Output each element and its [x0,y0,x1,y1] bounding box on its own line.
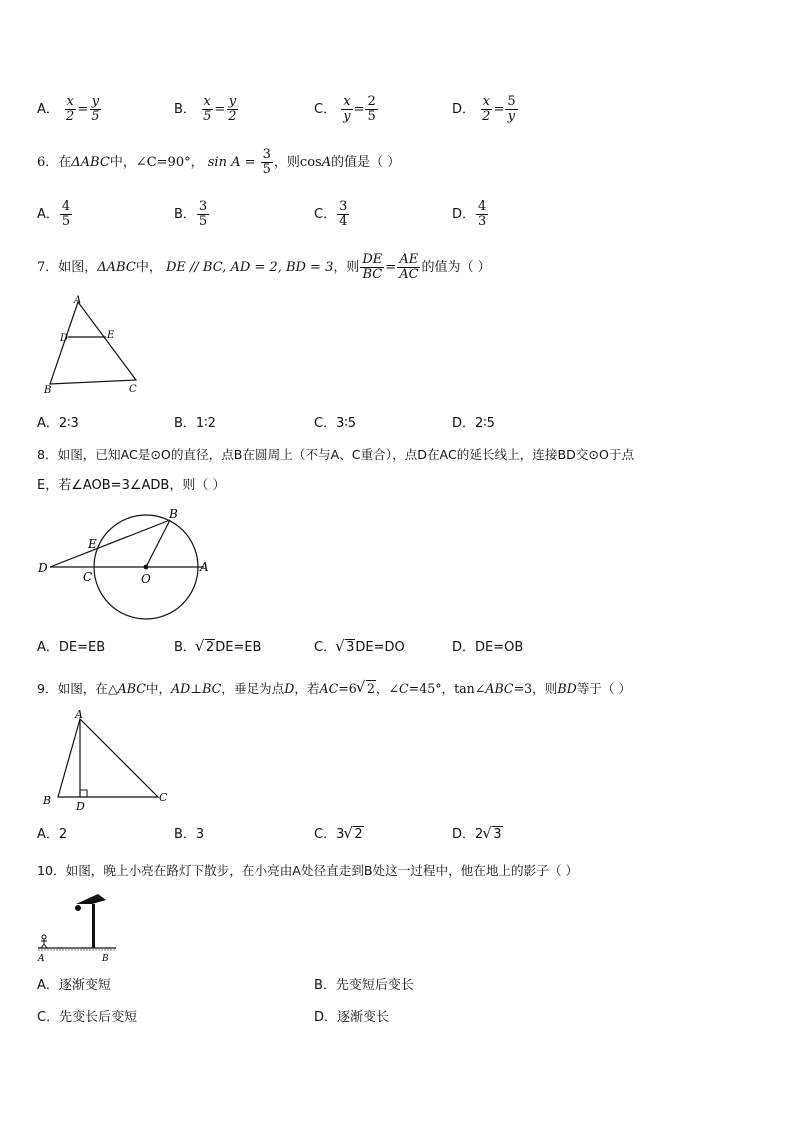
q6-stem: 6．在ΔABC中，∠C=90°， sin A = $\frac{3}{5}$ ，则cosA的值是（ ） [37,147,401,177]
sqrt: √ 3 [483,825,502,845]
q8-option-c: C．√ 3DE=DO [314,638,405,658]
fraction: $\frac{x}{2}$ [482,94,491,124]
vertex-label-b: B [43,794,52,807]
vertex-label-b: B [44,385,52,396]
fraction: $\frac{x}{2}$ [66,94,75,124]
q10-option-c: C．先变长后变短 [37,1010,138,1025]
q6-option-c: C． $\frac{3}{4}$ [314,199,348,229]
right-angle-mark [80,790,87,797]
q9-option-c: C．3√ 2 [314,825,364,845]
triangle-abc [58,719,158,797]
fraction: $\frac{x}{5}$ [203,94,212,124]
q7-option-b: B．1∶2 [174,416,216,431]
point-label-e: E [107,330,115,341]
option-label: C． [314,102,337,117]
vertex-label-a: A [75,709,83,721]
lamp-post [92,904,95,948]
q8-stem-line1: 8．如图，已知AC是⊙O的直径，点B在圆周上（不与A、C重合），点D在AC的延长线上，连接BD交⊙O于点 [37,447,635,462]
q9-option-b: B．3 [174,827,205,842]
point-label-c: C [83,570,93,584]
q6-option-a: A． $\frac{4}{5}$ [37,199,71,229]
q8-option-a: A．DE=EB [37,640,106,655]
q10-stem: 10．如图，晚上小亮在路灯下散步，在小亮由A处径直走到B处这一过程中，他在地上的影子（ ） [37,863,579,878]
q10-streetlight-figure [36,890,120,964]
vertex-label-c: C [159,791,168,804]
fraction: $\frac{y}{5}$ [91,94,100,124]
q7-stem: 7．如图，ΔABC中， DE // BC, AD = 2, BD = 3，则 $\frac{DE}{BC}$ = $\frac{AE}{AC}$ 的值为（ ） [37,252,491,282]
point-label-a: A [38,954,45,964]
point-label-d: D [76,800,85,813]
line-db [50,520,170,567]
q7-option-d: D．2∶5 [452,416,495,431]
q10-option-b: B．先变短后变长 [314,978,414,993]
fraction: $\frac{3}{5}$ [262,147,271,177]
q7-option-c: C．3∶5 [314,416,357,431]
option-label: D． [452,102,476,117]
center-point [144,565,149,570]
q5-option-a: A． $\frac{x}{2}$ = $\frac{y}{5}$ [37,94,100,124]
q9-triangle-figure [36,709,176,813]
fraction: $\frac{y}{2}$ [228,94,237,124]
fraction: $\frac{x}{y}$ [343,94,351,124]
sqrt: √ 2 [357,679,376,699]
q10-option-d: D．逐渐变长 [314,1010,390,1025]
point-label-b: B [169,507,178,521]
point-label-o: O [141,572,151,586]
q9-option-d: D．2√ 3 [452,825,503,845]
q5-option-d: D． $\frac{x}{2}$ = $\frac{5}{y}$ [452,94,516,124]
fraction: $\frac{DE}{BC}$ [362,252,383,282]
q6-option-d: D． $\frac{4}{3}$ [452,199,487,229]
fraction: $\frac{AE}{AC}$ [399,252,419,282]
point-label-d: D [60,333,69,344]
point-label-a: A [200,560,209,574]
radius-ob [146,520,170,567]
fraction: $\frac{2}{5}$ [367,94,376,124]
option-label: A． [37,102,59,117]
q7-option-a: A．2∶3 [37,416,79,431]
vertex-label-a: A [74,295,82,306]
q8-circle-figure [36,507,214,621]
q7-triangle-figure [36,294,146,396]
q5-option-b: B． $\frac{x}{5}$ = $\frac{y}{2}$ [174,94,237,124]
q10-option-a: A．逐渐变短 [37,978,111,993]
fraction: $\frac{4}{5}$ [61,199,71,229]
q9-option-a: A．2 [37,827,68,842]
sqrt: √ 3 [336,638,355,658]
q8-stem-line2: E，若∠AOB=3∠ADB，则（ ） [37,478,226,493]
person-head [42,935,46,939]
sqrt: √ 2 [196,638,215,658]
q6-option-b: B． $\frac{3}{5}$ [174,199,208,229]
fraction: $\frac{3}{5}$ [198,199,208,229]
lamp-head [76,894,106,904]
q8-option-b: B．√ 2DE=EB [174,638,261,658]
q8-option-d: D．DE=OB [452,640,524,655]
sqrt: √ 2 [344,825,363,845]
point-label-e: E [88,537,97,551]
option-label: B． [174,102,196,117]
vertex-label-c: C [129,384,137,395]
fraction: $\frac{5}{y}$ [507,94,516,124]
q5-option-c: C． $\frac{x}{y}$ = $\frac{2}{5}$ [314,94,376,124]
q9-stem: 9．如图，在△ABC中，AD⊥BC，垂足为点D，若AC=6√ 2，∠C=45°，tan∠ABC=3，则BD等于（ ） [37,679,631,699]
fraction: $\frac{4}{3}$ [478,199,487,229]
point-label-d: D [38,561,48,575]
fraction: $\frac{3}{4}$ [339,199,348,229]
light-bulb [75,905,81,911]
point-label-b: B [102,954,109,964]
